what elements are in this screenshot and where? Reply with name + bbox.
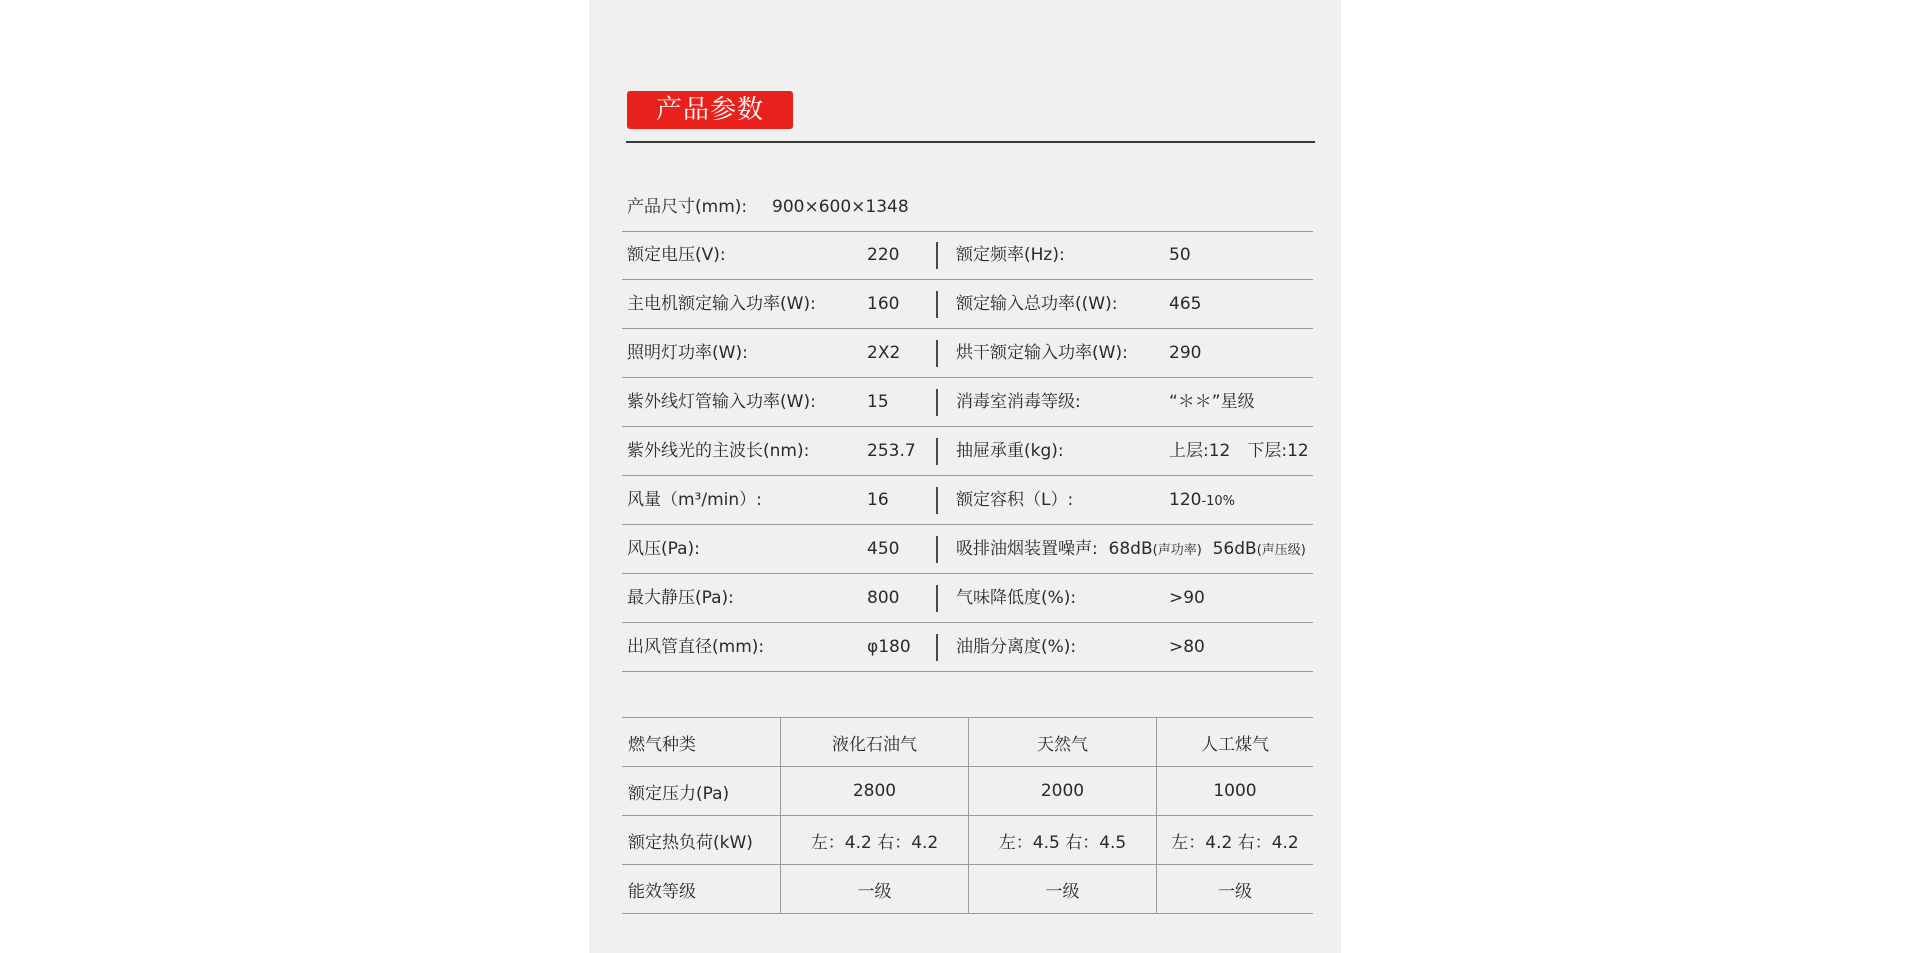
spec-row [622,280,1313,329]
spec-value: 290 [1169,343,1202,363]
spec-row [622,574,1313,623]
spec-label: 消毒室消毒等级: [956,392,1081,412]
table-cell: 一级 [969,865,1157,914]
spec-value: 800 [867,588,900,608]
column-separator [936,340,938,367]
size-label: 产品尺寸(mm): [627,197,748,217]
product-spec-panel [589,0,1341,953]
spec-table [622,231,1313,672]
column-separator [936,242,938,269]
size-row [622,184,1313,232]
spec-value: 2X2 [867,343,901,363]
spec-label: 烘干额定输入功率(W): [956,343,1128,363]
spec-label: 照明灯功率(W): [627,343,748,363]
spec-row [622,525,1313,574]
spec-value: >80 [1169,637,1205,657]
column-separator [936,536,938,563]
spec-value: 50 [1169,245,1191,265]
column-separator [936,585,938,612]
spec-label: 紫外线光的主波长(nm): [627,441,810,461]
table-cell: 左：4.5 右：4.5 [969,816,1157,865]
row-label: 能效等级 [622,865,781,914]
title-divider [626,141,1315,143]
row-label: 额定热负荷(kW) [622,816,781,865]
noise-pressure-value: 56dB [1212,539,1257,559]
spec-row [622,476,1313,525]
spec-value: 220 [867,245,900,265]
table-cell: 一级 [1157,865,1314,914]
noise-pressure-unit: (声压级) [1256,543,1306,558]
spec-row [622,231,1313,280]
spec-label: 风压(Pa): [627,539,700,559]
table-cell: 左：4.2 右：4.2 [1157,816,1314,865]
spec-label: 风量（m³/min）: [627,490,762,510]
spec-row [622,329,1313,378]
spec-label: 油脂分离度(%): [956,637,1077,657]
gas-column-manufactured-gas: 人工煤气 [1157,718,1314,767]
row-label: 额定压力(Pa) [622,767,781,816]
spec-value: >90 [1169,588,1205,608]
column-separator [936,291,938,318]
spec-value: 15 [867,392,889,412]
spec-label: 抽屉承重(kg): [956,441,1064,461]
spec-label: 出风管直径(mm): [627,637,765,657]
spec-label: 额定输入总功率((W): [956,294,1118,314]
spec-value: “＊＊”星级 [1169,392,1255,412]
spec-row [622,623,1313,672]
spec-value: 465 [1169,294,1202,314]
spec-label: 气味降低度(%): [956,588,1077,608]
column-separator [936,634,938,661]
table-row [622,767,1313,816]
table-cell: 一级 [781,865,969,914]
spec-label: 额定容积（L）: [956,490,1074,510]
spec-value: 160 [867,294,900,314]
section-title-badge: 产品参数 [627,91,793,129]
spec-label: 额定频率(Hz): [956,245,1065,265]
table-cell: 2800 [781,767,969,816]
gas-column-natural-gas: 天然气 [969,718,1157,767]
spec-label: 紫外线灯管输入功率(W): [627,392,816,412]
gas-table [622,717,1313,914]
spec-value: 上层:12 下层:12 [1169,441,1309,461]
spec-label: 额定电压(V): [627,245,726,265]
column-separator [936,389,938,416]
spec-value: φ180 [867,637,911,657]
spec-row [622,378,1313,427]
column-separator [936,487,938,514]
column-separator [936,438,938,465]
spec-value [1169,476,1235,526]
spec-value: 16 [867,490,889,510]
spec-value: 253.7 [867,441,916,461]
noise-label: 吸排油烟装置噪声: [956,539,1098,559]
capacity-value: 120 [1169,490,1202,510]
gas-type-header: 燃气种类 [622,718,781,767]
size-value: 900×600×1348 [772,197,909,217]
spec-label: 主电机额定输入功率(W): [627,294,816,314]
spec-label: 最大静压(Pa): [627,588,734,608]
gas-table-header-row [622,718,1313,767]
noise-power-value: 68dB [1108,539,1153,559]
spec-label [956,525,1306,575]
table-cell: 1000 [1157,767,1314,816]
spec-value: 450 [867,539,900,559]
capacity-tolerance: -10% [1201,494,1236,509]
table-row [622,865,1313,914]
table-cell: 2000 [969,767,1157,816]
noise-power-unit: (声功率) [1152,543,1202,558]
table-row [622,816,1313,865]
spec-row [622,427,1313,476]
gas-column-lpg: 液化石油气 [781,718,969,767]
table-cell: 左：4.2 右：4.2 [781,816,969,865]
